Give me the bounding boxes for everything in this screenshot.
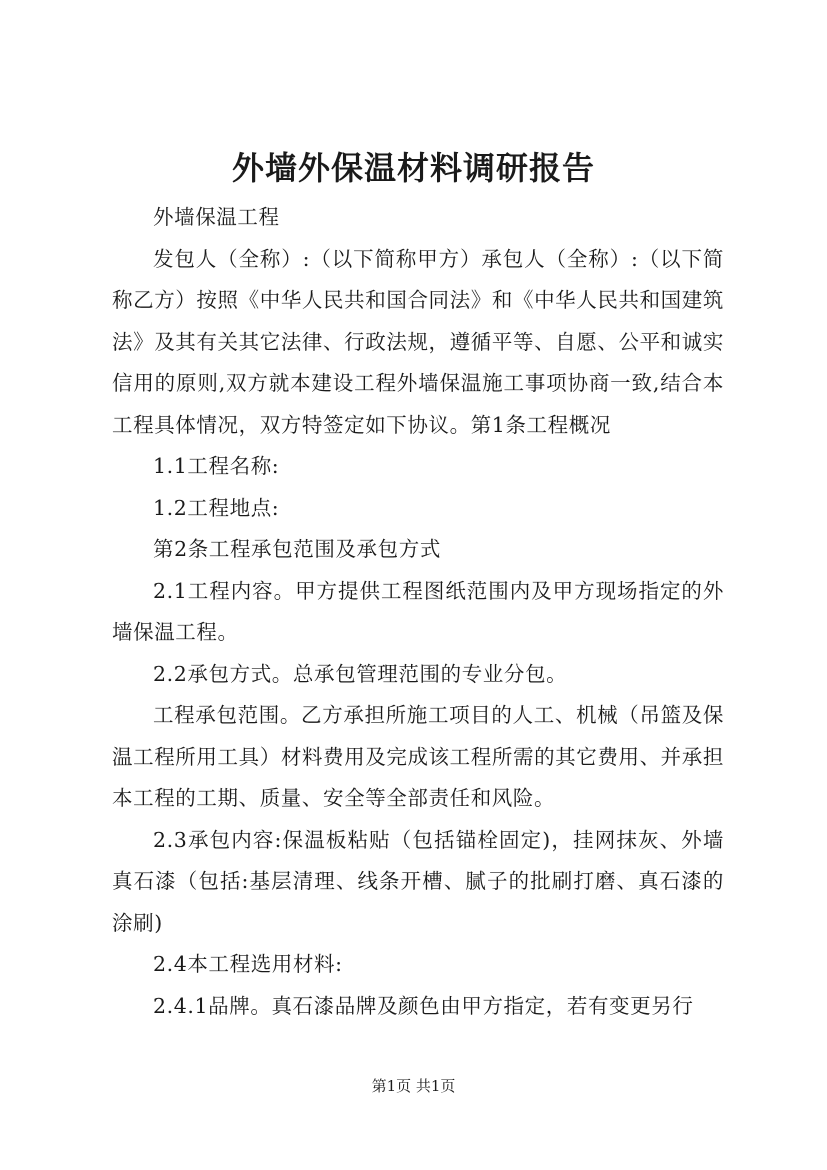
paragraph: 1.2工程地点:: [153, 495, 280, 520]
page-footer: 第1页 共1页: [371, 1077, 456, 1095]
paragraph: 外墙保温工程: [153, 205, 280, 229]
paragraph: 2.1工程内容。甲方提供工程图纸范围内及甲方现场指定的外墙保温工程。: [112, 578, 724, 644]
paragraph: 2.3承包内容:保温板粘贴（包括锚栓固定)，挂网抹灰、外墙真石漆（包括:基层清理、线条开槽、腻子的批刷打磨、真石漆的涂刷): [112, 827, 724, 935]
paragraph: 2.4.1品牌。真石漆品牌及颜色由甲方指定，若有变更另行: [153, 993, 694, 1018]
paragraph: 工程承包范围。乙方承担所施工项目的人工、机械（吊篮及保温工程所用工具）材料费用及完成该工程所需的其它费用、并承担本工程的工期、质量、安全等全部责任和风险。: [112, 703, 724, 810]
paragraph: 2.2承包方式。总承包管理范围的专业分包。: [153, 661, 568, 686]
document-body: [112, 197, 724, 1027]
document-title: 外墙外保温材料调研报告: [231, 149, 595, 187]
paragraph: 2.4本工程选用材料:: [153, 952, 343, 976]
paragraph: 1.1工程名称:: [153, 454, 280, 478]
paragraph: 第2条工程承包范围及承包方式: [153, 537, 441, 561]
paragraph: 发包人（全称）:（以下简称甲方）承包人（全称）:（以下简称乙方）按照《中华人民共和国合同法》和《中华人民共和国建筑法》及其有关其它法律、行政法规，遵循平等、自愿、公平和诚实信用的原则,双方就本建设工程外墙保温施工事项协商一致,结合本工程具体情况，双方特签定如下协议。第1条工程概况: [112, 246, 724, 437]
